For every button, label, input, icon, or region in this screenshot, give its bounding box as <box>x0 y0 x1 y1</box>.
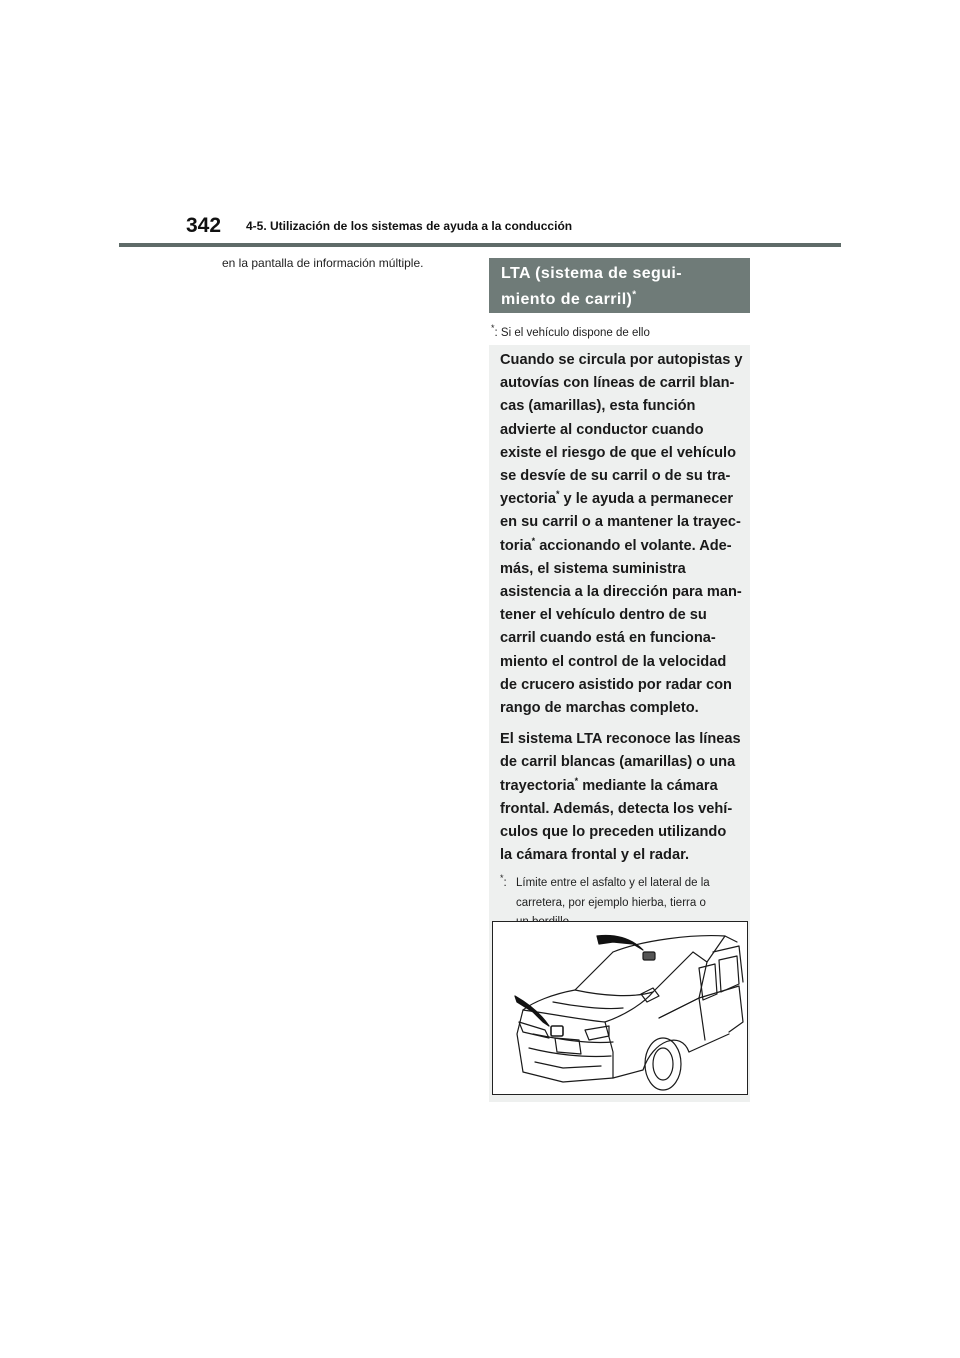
heading-box <box>489 258 750 313</box>
p1-line: existe el riesgo de que el vehículo <box>500 444 737 461</box>
left-column-text: en la pantalla de información múltiple. <box>222 256 424 270</box>
p2-line: mediante la cámara <box>578 777 718 794</box>
p1-line: toria <box>500 537 532 554</box>
footnote-colon: : <box>503 877 507 890</box>
page-number: 342 <box>186 214 222 237</box>
footnote-line: Límite entre el asfalto y el lateral de la <box>516 877 710 890</box>
p1-line: asistencia a la dirección para man- <box>500 584 742 601</box>
header-rule <box>119 243 841 247</box>
footnote-line: carretera, por ejemplo hierba, tierra o <box>516 896 706 909</box>
p1-line: de crucero asistido por radar con <box>500 676 732 693</box>
p1-line: se desvíe de su carril o de su tra- <box>500 468 731 485</box>
p1-line: Cuando se circula por autopistas y <box>500 352 743 368</box>
p2-line: de carril blancas (amarillas) o una <box>500 754 736 771</box>
p1-line: advierte al conductor cuando <box>500 421 704 438</box>
p1-line: carril cuando está en funciona- <box>500 630 716 647</box>
heading-asterisk: * <box>632 289 637 301</box>
p1-line: miento el control de la velocidad <box>500 653 727 670</box>
heading-line-2 <box>501 287 738 313</box>
p2-line: frontal. Además, detecta los vehí- <box>500 800 733 817</box>
p1-line: en su carril o a mantener la trayec- <box>500 514 741 531</box>
p2-line: la cámara frontal y el radar. <box>500 847 690 864</box>
availability-asterisk: * <box>491 323 495 333</box>
asterisk: * <box>531 535 536 546</box>
footnote-asterisk: * <box>500 873 504 884</box>
availability-text: : Si el vehículo dispone de ello <box>494 326 650 339</box>
p2-line: El sistema LTA reconoce las líneas <box>500 731 741 748</box>
vehicle-line-drawing <box>493 922 747 1094</box>
vehicle-illustration <box>492 921 748 1095</box>
p1-line: accionando el volante. Ade- <box>535 537 732 554</box>
info-paragraph-1 <box>500 349 750 720</box>
asterisk: * <box>555 489 560 500</box>
p1-line: y le ayuda a permanecer <box>559 491 734 508</box>
p2-line: trayectoria <box>500 777 575 794</box>
heading-line-2-text: miento de carril) <box>501 291 633 308</box>
p2-line: culos que lo preceden utilizando <box>500 824 727 841</box>
p1-line: más, el sistema suministra <box>500 560 686 577</box>
p1-line: yectoria <box>500 491 556 508</box>
p1-line: tener el vehículo dentro de su <box>500 607 707 624</box>
availability-note <box>491 323 650 339</box>
heading-line-1: LTA (sistema de segui- <box>501 265 682 282</box>
p1-line: autovías con líneas de carril blan- <box>500 375 735 392</box>
asterisk: * <box>574 775 579 786</box>
p1-line: cas (amarillas), esta función <box>500 398 696 415</box>
section-title: 4-5. Utilización de los sistemas de ayuda a la conducción <box>246 219 573 233</box>
info-paragraph-2 <box>500 728 750 867</box>
p1-line: rango de marchas completo. <box>500 700 699 717</box>
